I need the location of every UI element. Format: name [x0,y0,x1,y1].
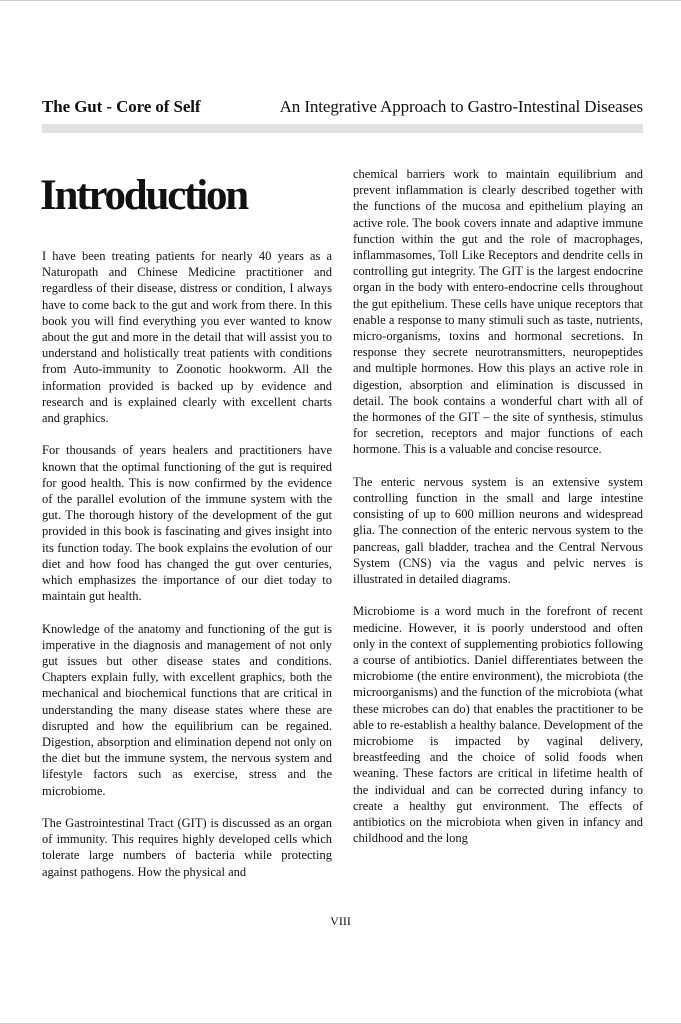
left-paragraph-2: For thousands of years healers and practitioners have known that the optimal functioning of the gut is required for good health. This is now confirmed by the evidence of the parallel evolution of the immune system with the gut. The thorough history of the development of the gut provided in this book is fascinating and gives insight into its function today. The book explains the evolution of our diet and how food has changed the gut over centuries, which emphasizes the importance of our diet today to maintain gut health. [42,443,332,604]
header-rule [42,124,643,133]
left-paragraph-1: I have been treating patients for nearly 40 years as a Naturopath and Chinese Medicine practitioner and regardless of their disease, distress or condition, I always have to come back to the gut and work from there. In this book you will find everything you ever wanted to know about the gut and more in the detail that will assist you to understand and holistically treat patients with conditions from Auto-immunity to Zoonotic hookworm. All the information provided is backed up by evidence and research and is explained clearly with excellent charts and graphics. [42,249,332,426]
page-number: VIII [330,914,351,928]
right-paragraph-1: chemical barriers work to maintain equilibrium and prevent inflammation is clearly described together with the functions of the mucosa and epithelium playing an active role. The book covers innate and adaptive immune function within the gut and the role of macrophages, inflammasomes, Toll Like Receptors and dendrite cells in controlling gut integrity. The GIT is the largest endocrine organ in the body with entero-endocrine cells throughout the gut epithelium. These cells have unique receptors that enable a response to many stimuli such as taste, nutrients, micro-organisms, toxins and hormonal secretions. In response they secrete neurotransmitters, neuropeptides and multiple hormones. How this plays an active role in digestion, absorption and elimination is discussed in detail. The book contains a wonderful chart with all of the hormones of the GIT – the site of synthesis, stimulus for secretion, receptors and major functions of each hormone. This is a valuable and concise resource. [353,167,643,457]
left-paragraph-4: The Gastrointestinal Tract (GIT) is discussed as an organ of immunity. This requires highly developed cells which tolerate large numbers of bacteria while protecting against pathogens. How the physical and [42,816,332,879]
running-header [42,97,643,117]
right-paragraph-2: The enteric nervous system is an extensive system controlling function in the small and large intestine consisting of up to 600 million neurons and widespread glia. The connection of the enteric nervous system to the pancreas, gall bladder, trachea and the Central Nervous System (CNS) via the vagus and pelvic nerves is illustrated in detailed diagrams. [353,474,643,587]
right-column [353,166,643,847]
book-title: The Gut - Core of Self [42,97,201,116]
top-border [0,0,681,1]
right-paragraph-3: Microbiome is a word much in the forefront of recent medicine. However, it is poorly understood and often only in the context of supplementing probiotics following a course of antibiotics. Daniel differentiates between the microbiome (the entire environment), the microbiota (the microorganisms) and the function of the microbiota (what these microbes can do) that enables the practitioner to be able to re-establish a healthy balance. Development of the microbiome is impacted by vaginal delivery, breastfeeding and the choice of solid foods when weaning. These factors are critical in lifetime health of the individual and can be corrected during infancy to create a healthy gut environment. The effects of antibiotics on the microbiota when given in infancy and childhood and the long [353,604,643,846]
book-subtitle: An Integrative Approach to Gastro-Intestinal Diseases [279,97,643,116]
chapter-title: Introduction [40,172,247,219]
left-column [42,248,332,880]
left-paragraph-3: Knowledge of the anatomy and functioning of the gut is imperative in the diagnosis and management of not only gut issues but other disease states and conditions. Chapters explain fully, with excellent graphics, both the mechanical and biochemical functions that are critical in understanding the many disease states where these are disrupted and how the equilibrium can be regained. Digestion, absorption and elimination depend not only on the diet but the immune system, the nervous system and lifestyle factors such as exercise, stress and the microbiome. [42,621,332,798]
